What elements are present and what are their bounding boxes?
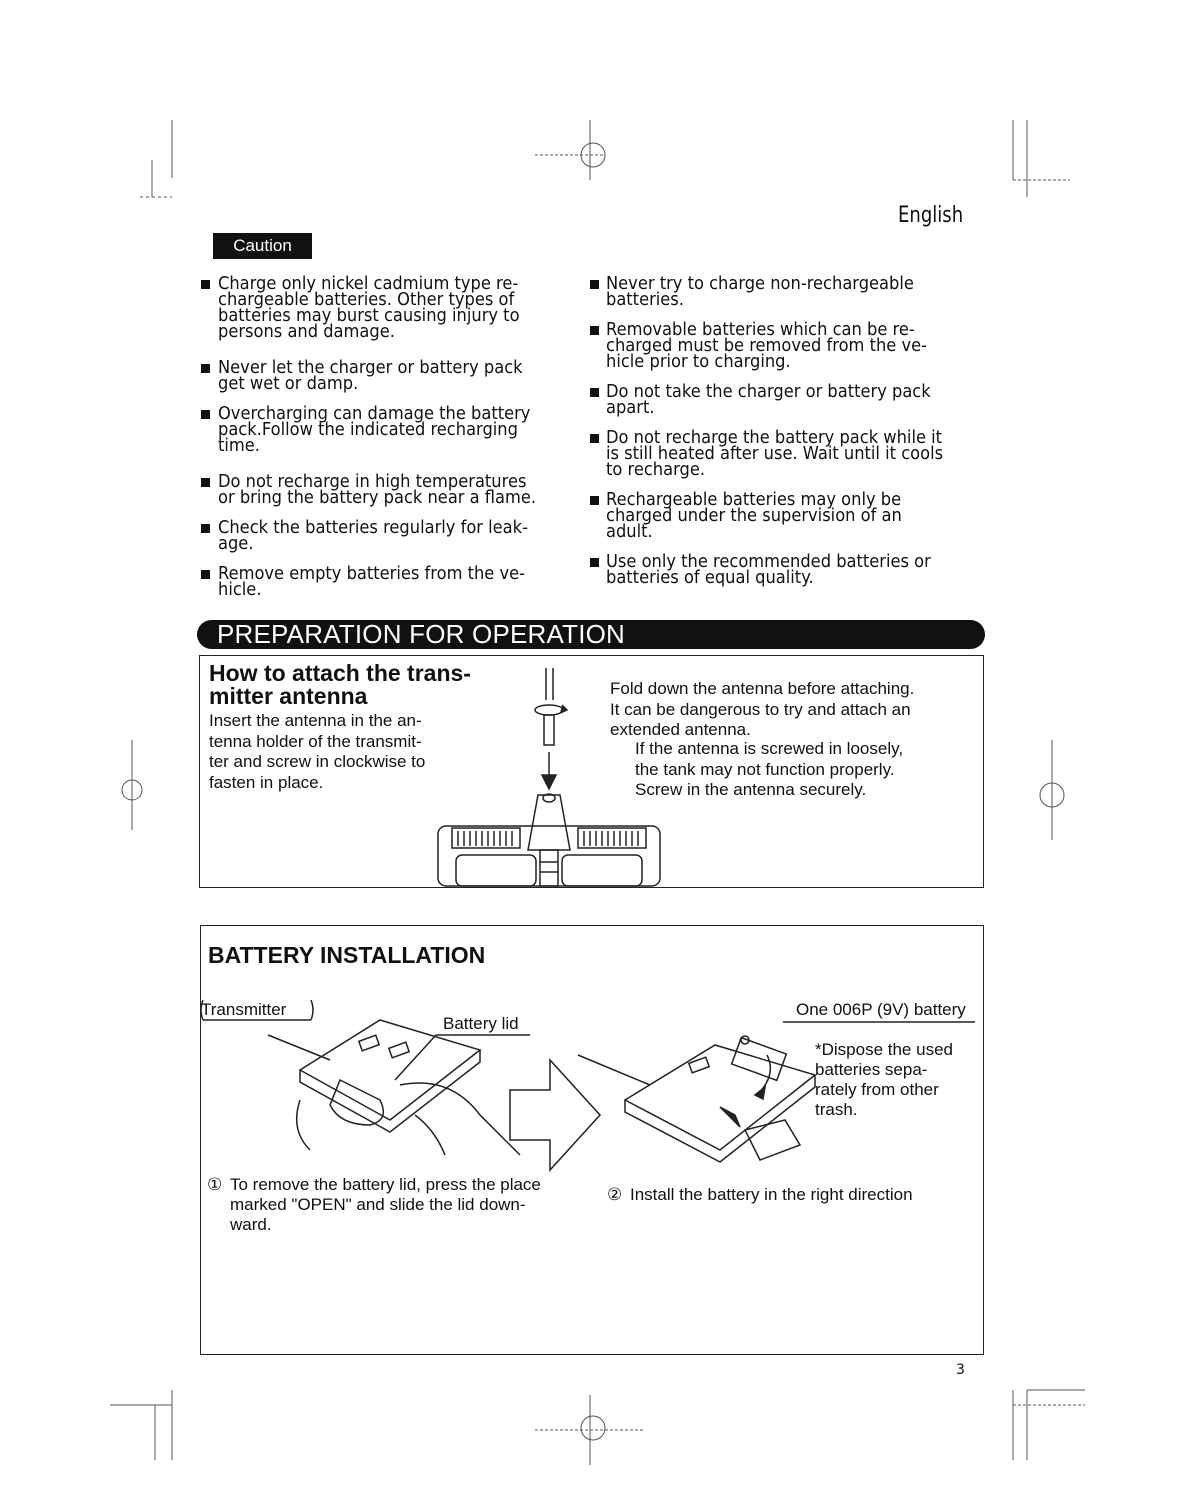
caution-item: Do not take the charger or battery pack apart. bbox=[590, 384, 985, 416]
dispose-note: *Dispose the used batteries sepa- rately from other trash. bbox=[815, 1040, 953, 1119]
section-title-bar: PREPARATION FOR OPERATION bbox=[197, 620, 985, 649]
battery-heading: BATTERY INSTALLATION bbox=[208, 942, 486, 968]
caution-item: Never try to charge non-rechargeable batteries. bbox=[590, 276, 985, 308]
page-number: 3 bbox=[956, 1362, 965, 1378]
caution-item: Do not recharge in high temperatures or bring the battery pack near a flame. bbox=[201, 474, 586, 506]
caution-item: Charge only nickel cadmium type re- chargeable batteries. Other types of batteries may burst causing injury to persons and damage. bbox=[201, 276, 586, 340]
step-2-number: ② bbox=[607, 1185, 623, 1204]
battery-type-label: One 006P (9V) battery bbox=[796, 1000, 966, 1019]
caution-badge: Caution bbox=[213, 233, 312, 259]
caution-item: Remove empty batteries from the ve- hicle. bbox=[201, 566, 586, 598]
antenna-loose-note: If the antenna is screwed in loosely, the tank may not function properly. Screw in the antenna securely. bbox=[635, 739, 904, 799]
caution-item: Check the batteries regularly for leak- age. bbox=[201, 520, 586, 552]
language-label: English bbox=[898, 203, 964, 228]
antenna-heading: How to attach the trans- mitter antenna bbox=[209, 660, 471, 709]
caution-item: Do not recharge the battery pack while it is still heated after use. Wait until it cools to recharge. bbox=[590, 430, 985, 478]
caution-item: Removable batteries which can be re- charged must be removed from the ve- hicle prior to charging. bbox=[590, 322, 985, 370]
antenna-instructions: Insert the antenna in the an- tenna holder of the transmit- ter and screw in clockwise to fasten in place. bbox=[209, 711, 426, 792]
battery-lid-label: Battery lid bbox=[443, 1014, 519, 1033]
step-1-number: ① bbox=[207, 1175, 223, 1194]
caution-item: Rechargeable batteries may only be charged under the supervision of an adult. bbox=[590, 492, 985, 540]
caution-item: Never let the charger or battery pack get wet or damp. bbox=[201, 360, 586, 392]
battery-step-1: ① To remove the battery lid, press the place marked "OPEN" and slide the lid down- ward. bbox=[207, 1175, 541, 1234]
battery-step-2: ② Install the battery in the right direction bbox=[607, 1185, 913, 1204]
transmitter-label: Transmitter bbox=[201, 1000, 287, 1019]
caution-item: Overcharging can damage the battery pack.Follow the indicated recharging time. bbox=[201, 406, 586, 454]
caution-item: Use only the recommended batteries or batteries of equal quality. bbox=[590, 554, 985, 586]
antenna-fold-note: Fold down the antenna before attaching. It can be dangerous to try and attach an extended antenna. bbox=[610, 679, 915, 739]
